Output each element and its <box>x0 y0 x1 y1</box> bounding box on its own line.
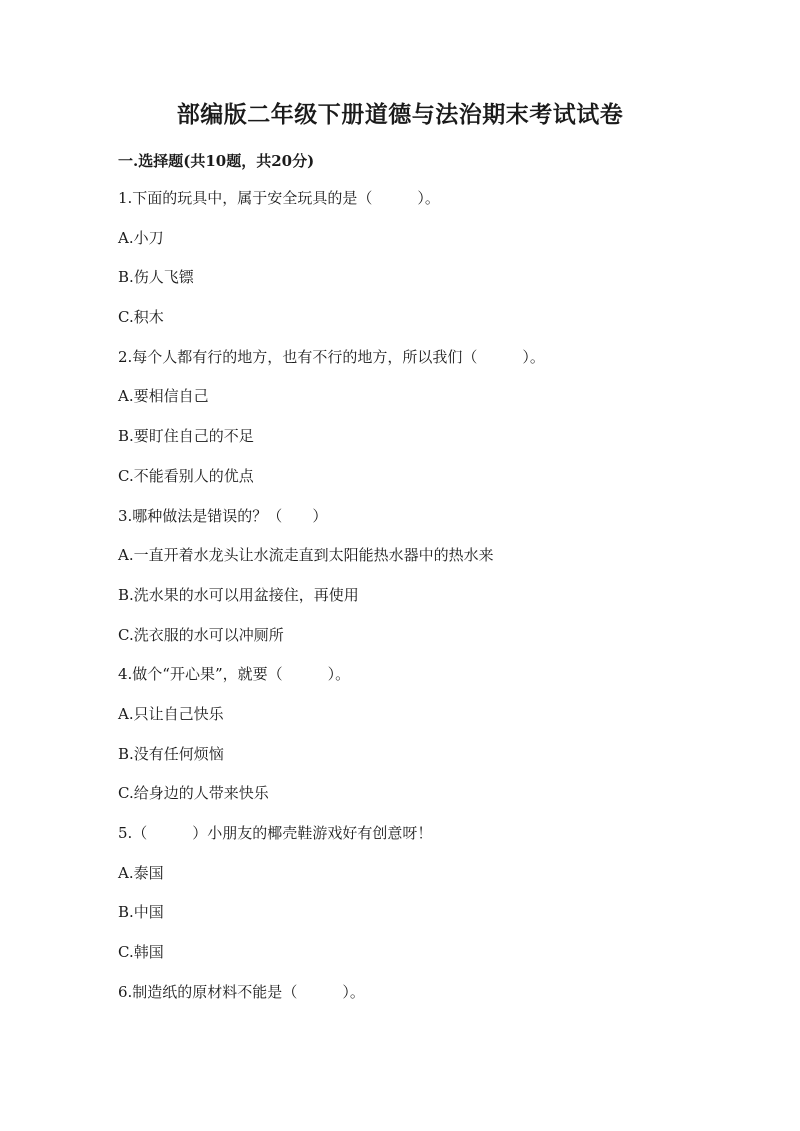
question-5-option-b: B.中国 <box>118 903 164 922</box>
question-1-option-b: B.伤人飞镖 <box>118 268 194 287</box>
question-1-option-a: A.小刀 <box>118 228 164 247</box>
question-1-option-c: C.积木 <box>118 308 164 327</box>
question-5-stem: 5.（ ）小朋友的椰壳鞋游戏好有创意呀！ <box>118 824 433 842</box>
question-2-stem: 2.每个人都有行的地方，也有不行的地方，所以我们（ ）。 <box>118 347 545 366</box>
question-4-option-b: B.没有任何烦恼 <box>118 744 224 763</box>
question-3-option-b: B.洗水果的水可以用盆接住，再使用 <box>118 585 359 604</box>
section-heading: 一.选择题(共10题，共20分) <box>118 152 315 170</box>
exam-title: 部编版二年级下册道德与法治期末考试试卷 <box>176 101 624 128</box>
question-4-option-c: C.给身边的人带来快乐 <box>118 784 269 803</box>
question-4-option-a: A.只让自己快乐 <box>118 704 224 723</box>
question-5-option-c: C.韩国 <box>118 943 164 962</box>
question-3-option-c: C.洗衣服的水可以冲厕所 <box>118 625 284 644</box>
question-3-option-a: A.一直开着水龙头让水流走直到太阳能热水器中的热水来 <box>118 546 494 565</box>
question-1-stem: 1.下面的玩具中，属于安全玩具的是（ ）。 <box>118 189 440 207</box>
question-6-stem: 6.制造纸的原材料不能是（ ）。 <box>118 982 365 1001</box>
question-list <box>118 188 738 1021</box>
question-4-stem: 4.做个“开心果”，就要（ ）。 <box>118 665 351 684</box>
question-2-option-c: C.不能看别人的优点 <box>118 466 254 485</box>
question-2-option-a: A.要相信自己 <box>118 387 209 406</box>
question-2-option-b: B.要盯住自己的不足 <box>118 427 254 446</box>
question-5-option-a: A.泰国 <box>118 863 164 882</box>
question-3-stem: 3.哪种做法是错误的？（ ） <box>118 506 328 525</box>
